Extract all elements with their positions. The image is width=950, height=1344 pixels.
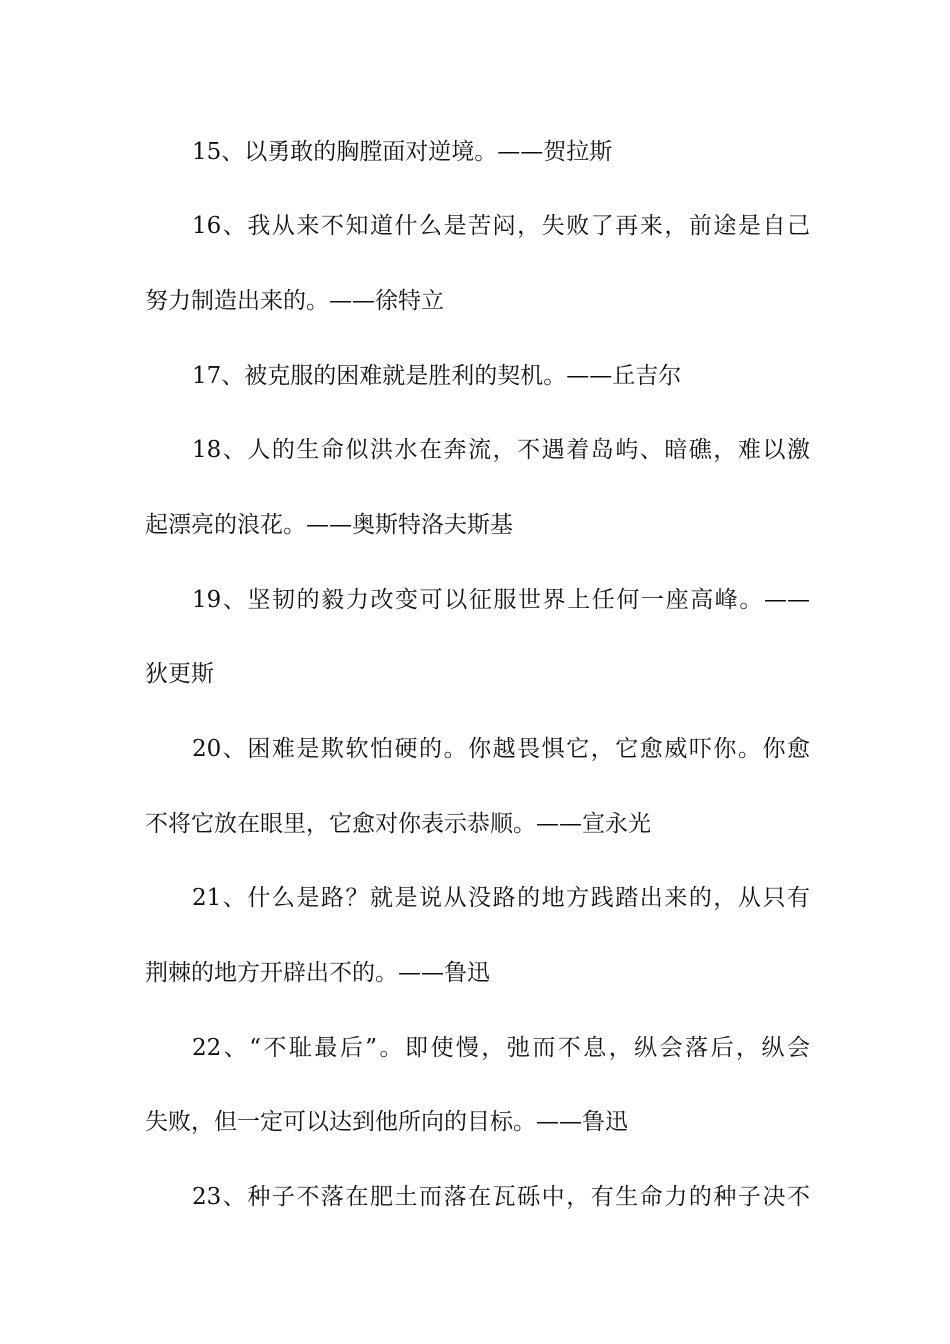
quote-19-line-1: 19、坚韧的毅力改变可以征服世界上任何一座高峰。—— [192, 587, 810, 613]
quote-20-line-1: 20、困难是欺软怕硬的。你越畏惧它，它愈威吓你。你愈 [192, 736, 810, 762]
quote-18-line-2: 起漂亮的浪花。——奥斯特洛夫斯基 [145, 512, 513, 538]
quote-16-line-1: 16、我从来不知道什么是苦闷，失败了再来，前途是自己 [192, 213, 810, 239]
quote-22-line-2: 失败，但一定可以达到他所向的目标。——鲁迅 [145, 1109, 628, 1135]
quote-19-line-2: 狄更斯 [145, 661, 214, 687]
quote-23-line-1: 23、种子不落在肥土而落在瓦砾中，有生命力的种子决不 [192, 1184, 810, 1210]
quote-20-line-2: 不将它放在眼里，它愈对你表示恭顺。——宣永光 [145, 811, 651, 837]
quote-15-line-1: 15、以勇敢的胸膛面对逆境。——贺拉斯 [192, 139, 613, 165]
quote-17-line-1: 17、被克服的困难就是胜利的契机。——丘吉尔 [192, 363, 682, 389]
quote-21-line-2: 荆棘的地方开辟出不的。——鲁迅 [145, 960, 490, 986]
quote-22-line-1: 22、“不耻最后”。即使慢，弛而不息，纵会落后，纵会 [192, 1035, 810, 1061]
quote-21-line-1: 21、什么是路？就是说从没路的地方践踏出来的，从只有 [192, 885, 810, 911]
quote-16-line-2: 努力制造出来的。——徐特立 [145, 288, 444, 314]
quote-18-line-1: 18、人的生命似洪水在奔流，不遇着岛屿、暗礁，难以激 [192, 437, 810, 463]
